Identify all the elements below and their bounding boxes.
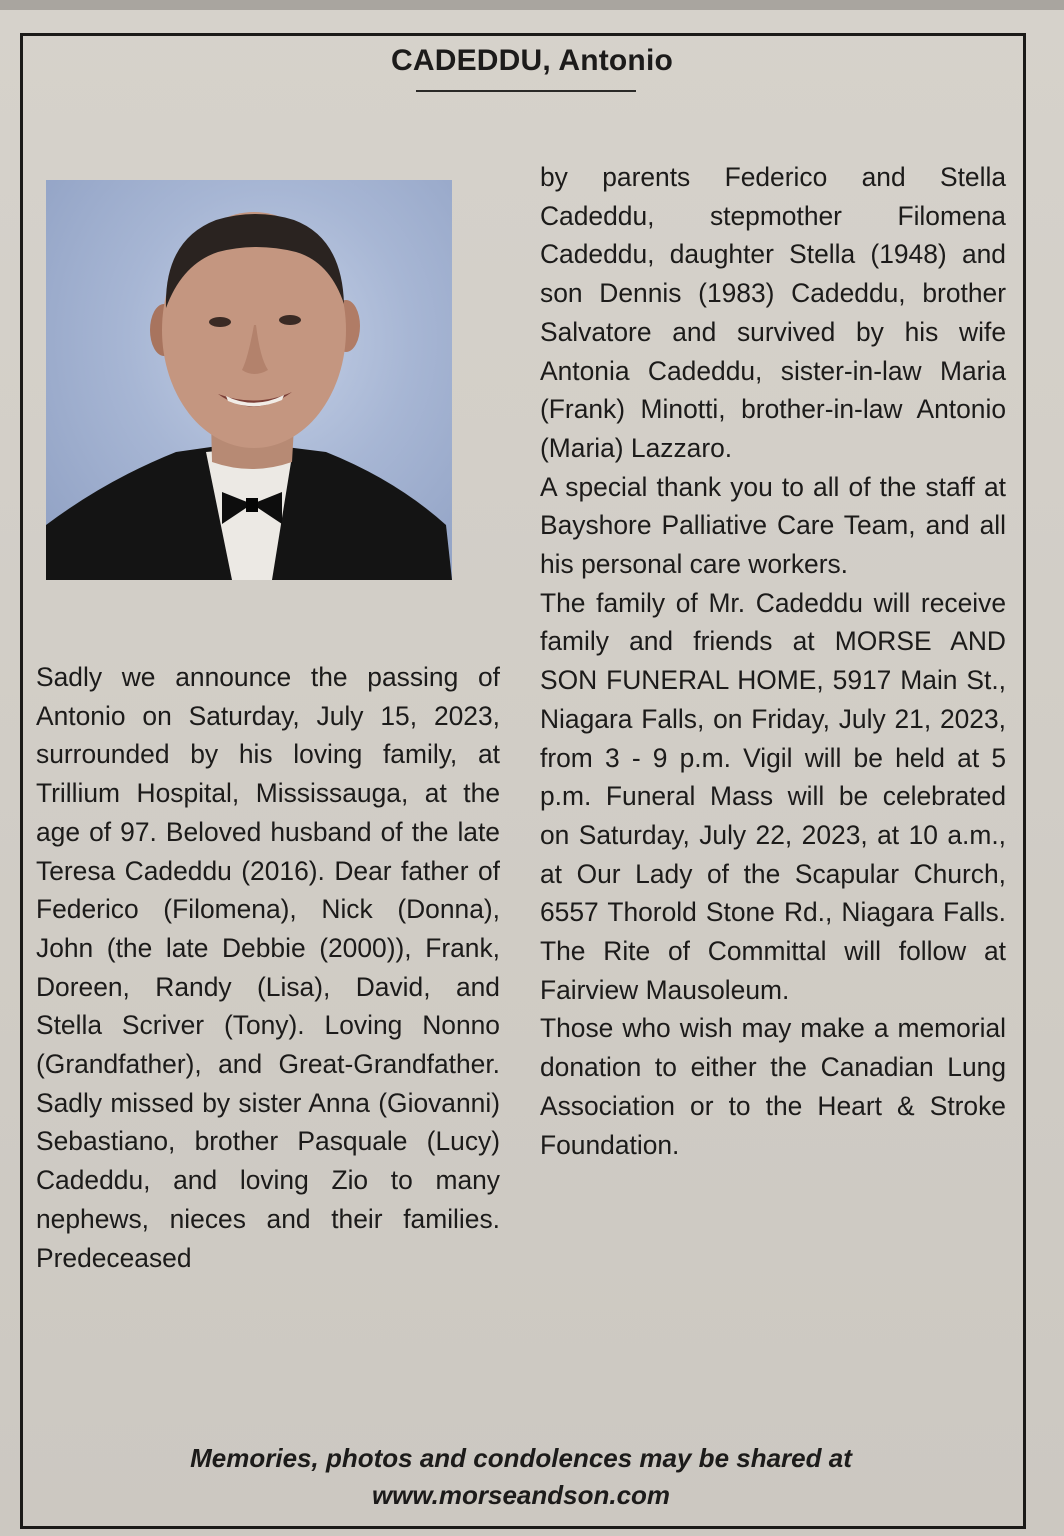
portrait-photo <box>46 180 452 580</box>
obituary-paragraph-predeceased: by parents Federico and Stella Cadeddu, stepmother Filomena Cadeddu, daughter Stella (1948) and son Dennis (1983) Cadeddu, brother Salvatore and survived by his wife Antonia Cadeddu, sister-in-law Maria (Frank) Minotti, brother-in-law Antonio (Maria) Lazzaro. <box>540 162 1006 463</box>
footer-website: www.morseandson.com <box>371 1480 671 1510</box>
title-underline <box>416 90 636 92</box>
footer-memories-line: Memories, photos and condolences may be shared at <box>190 1443 852 1473</box>
adjacent-column-strip <box>0 0 1064 10</box>
obituary-footer <box>36 1440 1006 1514</box>
portrait-illustration <box>46 180 452 580</box>
obituary-right-column <box>540 158 1006 1164</box>
obituary-left-column <box>36 658 500 1277</box>
obituary-paragraph-thanks: A special thank you to all of the staff at Bayshore Palliative Care Team, and all his personal care workers. <box>540 471 1006 580</box>
obituary-paragraph-donations: Those who wish may make a memorial donation to either the Canadian Lung Association or to the Heart & Stroke Foundation. <box>540 1013 1006 1160</box>
obituary-title: CADEDDU, Antonio <box>390 44 674 77</box>
obituary-paragraph: Sadly we announce the passing of Antonio on Saturday, July 15, 2023, surrounded by his loving family, at Trillium Hospital, Mississauga, at the age of 97. Beloved husband of the late Teresa Cadeddu (2016). Dear father of Federico (Filomena), Nick (Donna), John (the late Debbie (2000)), Frank, Doreen, Randy (Lisa), David, and Stella Scriver (Tony). Loving Nonno (Grandfather), and Great-Grandfather. Sadly missed by sister Anna (Giovanni) Sebastiano, brother Pasquale (Lucy) Cadeddu, and loving Zio to many nephews, nieces and their families. Predeceased <box>36 662 500 1273</box>
obituary-paragraph-visitation: The family of Mr. Cadeddu will receive family and friends at MORSE AND SON FUNERAL HOME, 5917 Main St., Niagara Falls, on Friday, July 21, 2023, from 3 - 9 p.m. Vigil will be held at 5 p.m. Funeral Mass will be celebrated on Saturday, July 22, 2023, at 10 a.m., at Our Lady of the Scapular Church, 6557 Thorold Stone Rd., Niagara Falls. The Rite of Committal will follow at Fairview Mausoleum. <box>540 587 1006 1005</box>
